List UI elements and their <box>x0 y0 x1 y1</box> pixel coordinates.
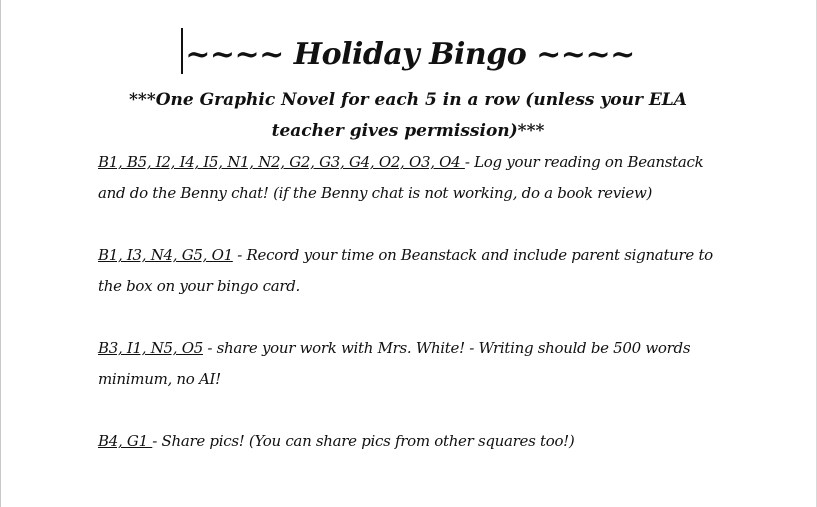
rule-paragraph-3 <box>98 333 718 395</box>
page-left-border <box>0 0 1 507</box>
rule-text: - share your work with Mrs. White! - Writing should be 500 words minimum, no AI! <box>98 339 691 388</box>
blank-line <box>98 209 718 240</box>
rule-paragraph-4 <box>98 426 718 457</box>
rule-paragraph-1 <box>98 147 718 209</box>
rule-codes: B3, I1, N5, O5 <box>98 339 203 357</box>
title-text: ~~~~ Holiday Bingo ~~~~ <box>185 37 635 72</box>
rule-codes: B4, G1 <box>98 432 153 450</box>
blank-line <box>98 395 718 426</box>
document-body[interactable] <box>98 28 718 457</box>
text-cursor <box>181 28 183 74</box>
rule-paragraph-2 <box>98 240 718 302</box>
rule-codes: B1, I3, N4, G5, O1 <box>98 246 233 264</box>
rule-text: - Share pics! (You can share pics from other squares too!) <box>152 432 575 450</box>
document-title[interactable] <box>98 28 718 79</box>
document-subtitle: ***One Graphic Novel for each 5 in a row (unless your ELA teacher gives permission)*** <box>129 90 687 141</box>
rule-codes: B1, B5, I2, I4, I5, N1, N2, G2, G3, G4, O2, O3, O4 <box>98 153 465 171</box>
blank-line <box>98 302 718 333</box>
rule-text: - Log your reading on Beanstack and do the Benny chat! (if the Benny chat is not working, do a book review) <box>98 153 704 202</box>
rule-text: - Record your time on Beanstack and include parent signature to the box on your bingo card. <box>98 246 713 295</box>
